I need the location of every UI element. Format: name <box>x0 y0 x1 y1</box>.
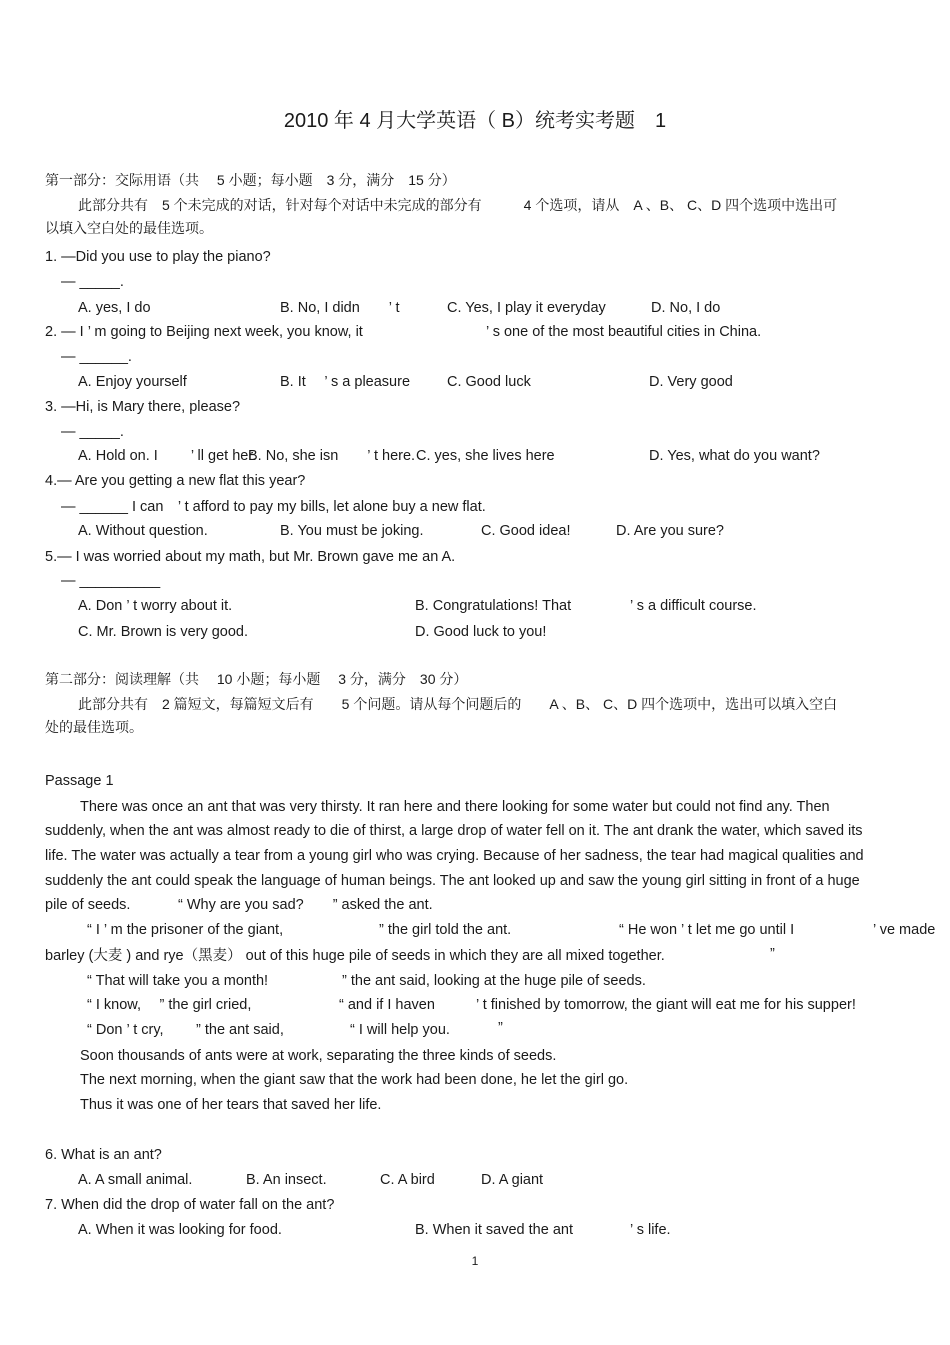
passage-line: “ and if I haven <box>339 997 435 1013</box>
passage-line: “ He won ’ t let me go until I <box>619 922 795 938</box>
q5-option-b-cont: ’ s a difficult course. <box>630 598 757 614</box>
passage-line: “ I ’ m the prisoner of the giant, <box>87 922 284 938</box>
q4-option-b: B. You must be joking. <box>280 523 424 539</box>
passage-line: Soon thousands of ants were at work, separating the three kinds of seeds. <box>80 1048 557 1064</box>
q5-blank: — __________ <box>61 573 161 589</box>
q4-option-c: C. Good idea! <box>481 523 571 539</box>
q3-option-b: B. No, she isn ’ t here. <box>248 448 416 464</box>
passage-line: ’ ve made <box>873 922 936 938</box>
q5-stem: 5.— I was worried about my math, but Mr. Brown gave me an A. <box>45 549 456 565</box>
q4-blank: — ______ I can ’ t afford to pay my bills, let alone buy a new flat. <box>61 499 486 515</box>
q5-option-c: C. Mr. Brown is very good. <box>78 624 249 640</box>
q2-option-d: D. Very good <box>649 374 733 390</box>
q5-option-a: A. Don ’ t worry about it. <box>78 598 233 614</box>
q4-option-a: A. Without question. <box>78 523 208 539</box>
part2-heading: 第二部分：阅读理解（共 10 小题；每小题 3 分，满分 30 分） <box>45 671 468 687</box>
passage-line: suddenly, when the ant was almost ready to die of thirst, a large drop of water fell on it. The ant drank the water, which saved its <box>45 823 863 839</box>
passage-line: ” the ant said, looking at the huge pile of seeds. <box>342 973 646 989</box>
passage-line: “ I will help you. <box>350 1022 450 1038</box>
passage-line: ” <box>498 1020 503 1036</box>
q1-blank: — _____. <box>61 274 124 290</box>
q2-stem: 2. — I ’ m going to Beijing next week, you know, it <box>45 324 363 340</box>
part1-instructions: 此部分共有 5 个未完成的对话，针对每个对话中未完成的部分有 4 个选项，请从 A 、B、 C、D 四个选项中选出可 <box>78 197 838 213</box>
q2-option-c: C. Good luck <box>447 374 531 390</box>
q7-stem: 7. When did the drop of water fall on the ant? <box>45 1197 335 1213</box>
q6-option-b: B. An insect. <box>246 1172 327 1188</box>
q4-option-d: D. Are you sure? <box>616 523 724 539</box>
passage-line: ” <box>770 946 775 962</box>
q3-blank: — _____. <box>61 424 124 440</box>
q1-option-c: C. Yes, I play it everyday <box>447 300 606 316</box>
passage-line: ’ t finished by tomorrow, the giant will eat me for his supper! <box>476 997 856 1013</box>
passage-line: life. The water was actually a tear from a young girl who was crying. Because of her sadness, the tear had magical qualities and <box>45 848 864 864</box>
q2-stem-cont: ’ s one of the most beautiful cities in China. <box>486 324 762 340</box>
part1-instructions-cont: 以填入空白处的最佳选项。 <box>45 220 213 236</box>
q7-option-b-cont: ’ s life. <box>630 1222 671 1238</box>
passage-line: “ That will take you a month! <box>87 973 269 989</box>
q3-stem: 3. —Hi, is Mary there, please? <box>45 399 241 415</box>
q6-option-d: D. A giant <box>481 1172 544 1188</box>
q1-stem: 1. —Did you use to play the piano? <box>45 249 271 265</box>
part1-heading: 第一部分：交际用语（共 5 小题；每小题 3 分，满分 15 分） <box>45 172 456 188</box>
q5-option-d: D. Good luck to you! <box>415 624 547 640</box>
q7-option-b: B. When it saved the ant <box>415 1222 573 1238</box>
q6-stem: 6. What is an ant? <box>45 1147 162 1163</box>
q6-option-a: A. A small animal. <box>78 1172 193 1188</box>
part2-instructions-cont: 处的最佳选项。 <box>45 719 143 735</box>
passage-line: The next morning, when the giant saw that the work had been done, he let the girl go. <box>80 1072 629 1088</box>
q7-option-a: A. When it was looking for food. <box>78 1222 282 1238</box>
q3-option-a: A. Hold on. I ’ ll get her. <box>78 448 257 464</box>
q3-option-d: D. Yes, what do you want? <box>649 448 820 464</box>
page-number: 1 <box>471 1254 479 1268</box>
passage-label: Passage 1 <box>45 773 114 789</box>
q1-option-b: B. No, I didn ’ t <box>280 300 400 316</box>
passage-line: pile of seeds. “ Why are you sad? ” asked the ant. <box>45 897 433 913</box>
q3-option-c: C. yes, she lives here <box>416 448 555 464</box>
page-title: 2010 年 4 月大学英语（ B）统考实考题 1 <box>283 110 667 132</box>
passage-line: “ I know, ” the girl cried, <box>87 997 252 1013</box>
q5-option-b: B. Congratulations! That <box>415 598 572 614</box>
passage-line: ” the girl told the ant. <box>379 922 512 938</box>
passage-line: There was once an ant that was very thirsty. It ran here and there looking for some water but could not find any. Then <box>80 799 830 815</box>
passage-line: Thus it was one of her tears that saved her life. <box>80 1097 382 1113</box>
passage-line: barley (大麦 ) and rye（黑麦） out of this huge pile of seeds in which they are all mixed together. <box>45 948 665 964</box>
q1-option-a: A. yes, I do <box>78 300 151 316</box>
q6-option-c: C. A bird <box>380 1172 435 1188</box>
q4-stem: 4.— Are you getting a new flat this year? <box>45 473 306 489</box>
passage-line: ” the ant said, <box>196 1022 284 1038</box>
q2-option-b: B. It ’ s a pleasure <box>280 374 411 390</box>
part2-instructions: 此部分共有 2 篇短文，每篇短文后有 5 个问题。请从每个问题后的 A 、B、 C、D 四个选项中，选出可以填入空白 <box>78 696 838 712</box>
passage-line: suddenly the ant could speak the language of human beings. The ant looked up and saw the young girl sitting in front of a huge <box>45 873 860 889</box>
passage-line: “ Don ’ t cry, <box>87 1022 164 1038</box>
q1-option-d: D. No, I do <box>651 300 721 316</box>
q2-option-a: A. Enjoy yourself <box>78 374 187 390</box>
q2-blank: — ______. <box>61 349 132 365</box>
